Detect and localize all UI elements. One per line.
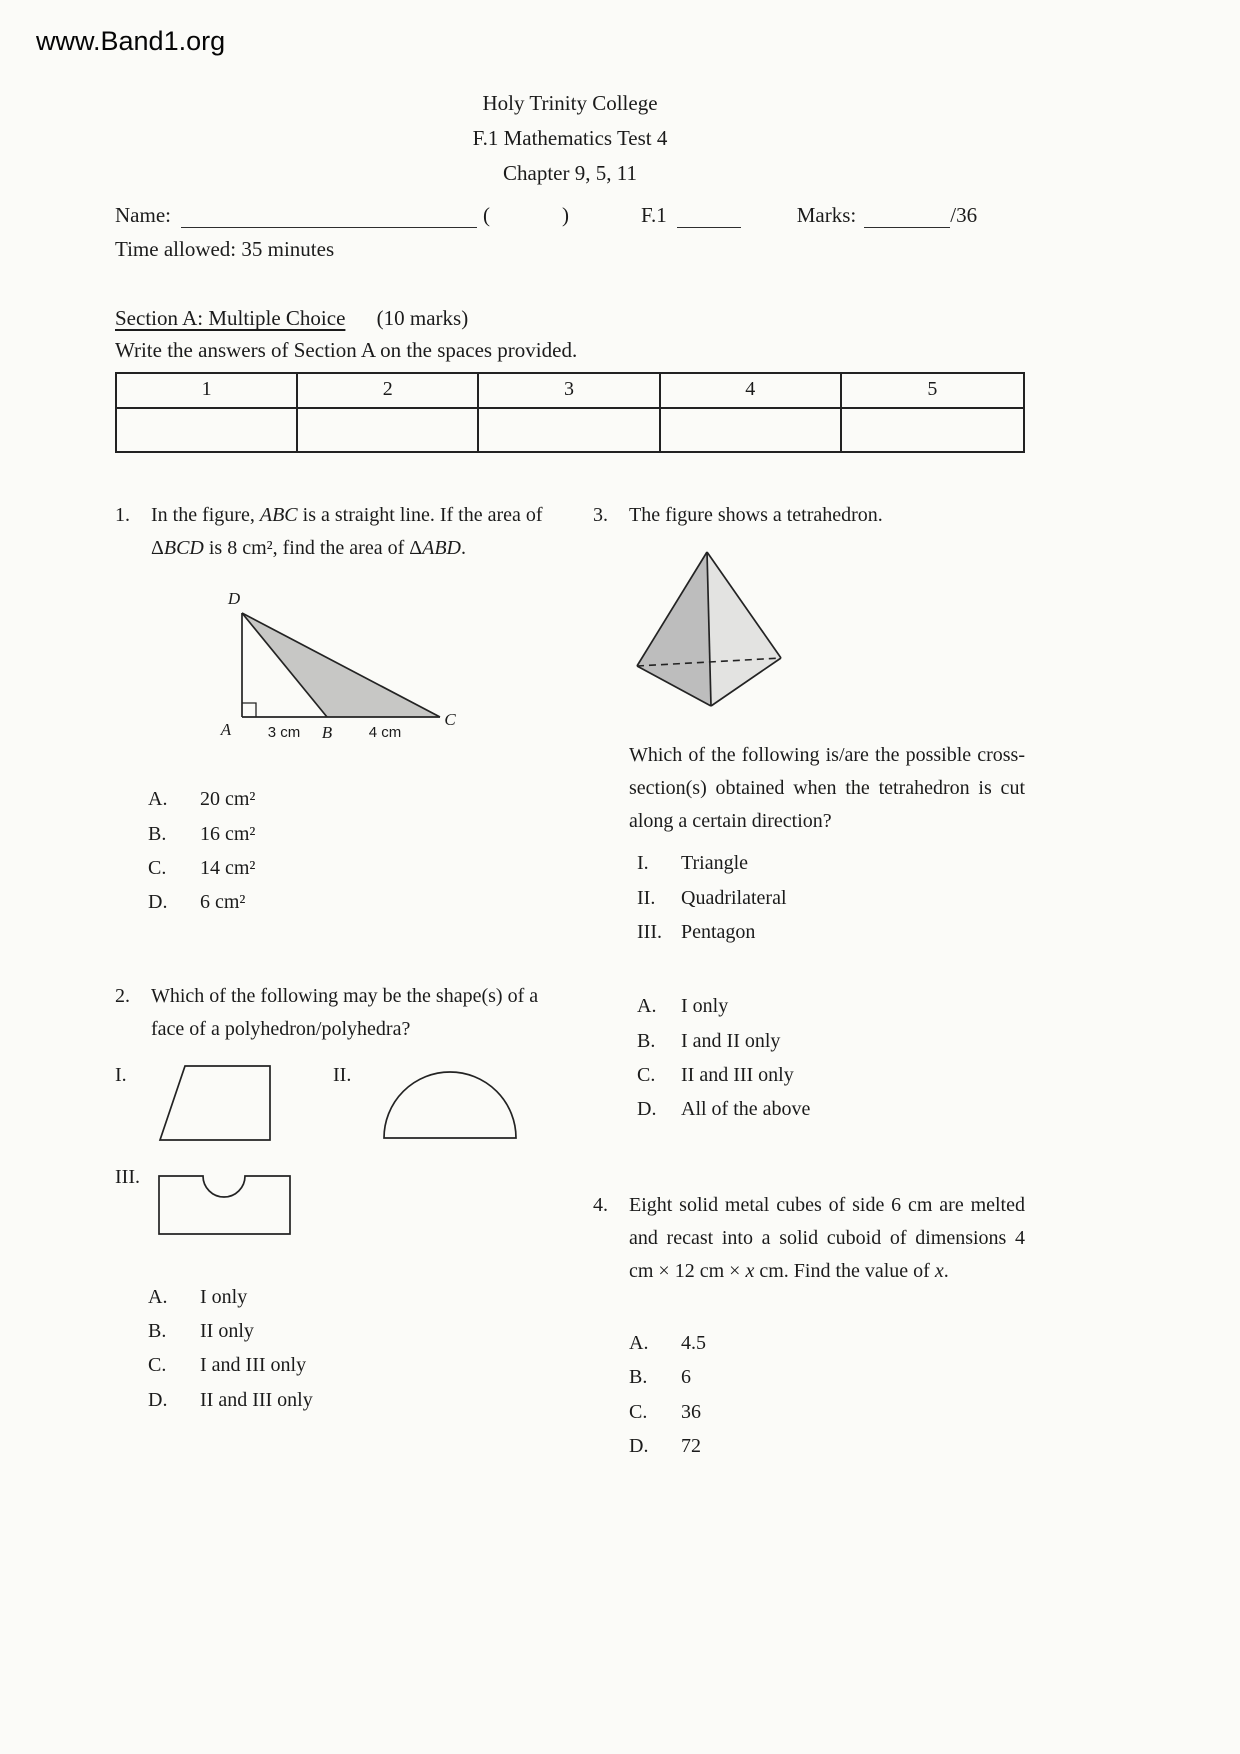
option-label: C.: [629, 1400, 648, 1423]
q3-item-i: [637, 846, 1025, 880]
tetrahedron-left-face: [637, 552, 711, 706]
text-run: In the figure,: [151, 504, 260, 527]
q1-figure-triangle: [200, 589, 555, 754]
shape-label-iii: III.: [115, 1165, 140, 1188]
option-label: D.: [629, 1435, 649, 1458]
section-a-marks: (10 marks): [376, 306, 469, 331]
q2-shapes-row-1: [115, 1062, 555, 1144]
question-3-number: 3.: [593, 504, 608, 527]
school-name: Holy Trinity College: [482, 91, 658, 115]
option-text: 4.5: [681, 1331, 706, 1354]
vertex-label-d: D: [227, 589, 241, 609]
q2-option-c: [148, 1348, 555, 1382]
q4-option-d: [629, 1429, 1025, 1463]
q3-roman-items: [637, 846, 1025, 949]
text-run: .: [943, 1259, 949, 1282]
text-run: cm. Find the value of: [754, 1259, 935, 1282]
q3-item-ii: [637, 881, 1025, 915]
question-1-text: [151, 499, 555, 565]
q3-option-b: [637, 1024, 1025, 1058]
q3-options: [637, 989, 1025, 1127]
option-label: C.: [148, 1354, 167, 1377]
math-italic: BCD: [163, 537, 204, 560]
section-a-instruction: Write the answers of Section A on the spaces provided.: [115, 338, 578, 363]
questions-columns: [115, 499, 1025, 1463]
q2-option-a: [148, 1280, 555, 1314]
option-text: 6: [681, 1366, 691, 1389]
question-3-text: Which of the following is/are the possible cross-section(s) obtained when the tetrahedron is cut along a certain direction?: [629, 744, 1025, 833]
question-4: [593, 1189, 1025, 1464]
q2-option-d: [148, 1383, 555, 1417]
right-column: [593, 499, 1025, 1463]
option-text: I and III only: [200, 1354, 307, 1377]
test-chapters: Chapter 9, 5, 11: [503, 161, 637, 185]
dimension-bc: 4 cm: [368, 724, 402, 742]
option-text: I only: [681, 995, 729, 1018]
question-1-number: 1.: [115, 504, 130, 527]
name-label: Name:: [115, 203, 171, 228]
shape-label-ii: II.: [333, 1063, 352, 1086]
option-text: 20 cm²: [200, 788, 256, 811]
math-italic: ABD: [422, 537, 461, 560]
option-text: 16 cm²: [200, 822, 256, 845]
right-angle-marker: [242, 703, 256, 717]
vertex-label-b: B: [321, 723, 333, 743]
q1-options: [148, 782, 555, 920]
option-label: D.: [148, 891, 168, 914]
time-allowed: Time allowed: 35 minutes: [115, 237, 335, 262]
form-class-label: F.1: [640, 203, 667, 228]
option-label: D.: [148, 1388, 168, 1411]
option-label: B.: [637, 1029, 656, 1052]
document-header: [115, 86, 1025, 191]
answer-table-blank-1: [117, 409, 298, 451]
answer-table: [115, 372, 1025, 453]
math-italic: x: [745, 1259, 755, 1282]
option-text: II and III only: [681, 1064, 794, 1087]
question-2-number: 2.: [115, 984, 130, 1007]
item-label: II.: [637, 886, 656, 909]
answer-table-header-3: 3: [479, 374, 660, 409]
notched-rectangle-shape: [157, 1164, 292, 1236]
question-4-number: 4.: [593, 1193, 608, 1216]
class-blank-line: [677, 203, 741, 228]
question-3-intro: The figure shows a tetrahedron.: [629, 504, 883, 527]
text-run: is a straight line. If the area of Δ: [151, 504, 543, 560]
q1-option-c: [148, 851, 555, 885]
option-label: A.: [637, 995, 657, 1018]
option-text: I and II only: [681, 1029, 781, 1052]
name-blank-line: [181, 203, 477, 228]
option-text: II and III only: [200, 1388, 313, 1411]
semicircle-shape: [380, 1062, 520, 1142]
q4-option-c: [629, 1395, 1025, 1429]
option-label: A.: [629, 1331, 649, 1354]
q3-figure-tetrahedron: [627, 546, 1025, 719]
q1-option-b: [148, 817, 555, 851]
left-column: [115, 499, 555, 1463]
q1-option-d: [148, 885, 555, 919]
q2-options: [148, 1280, 555, 1418]
item-text: Pentagon: [681, 920, 756, 943]
section-a-heading: [115, 306, 1025, 331]
item-text: Triangle: [681, 852, 749, 875]
answer-table-header-5: 5: [842, 374, 1023, 409]
q2-shapes-row-2: [115, 1164, 555, 1236]
vertex-label-c: C: [444, 710, 456, 730]
marks-blank-line: [864, 203, 950, 228]
option-label: B.: [148, 822, 167, 845]
question-2-text: Which of the following may be the shape(s) of a face of a polyhedron/polyhedra?: [151, 984, 539, 1040]
q4-options: [629, 1326, 1025, 1464]
tetrahedron-figure-svg: [627, 546, 797, 714]
class-number-paren-close: ): [561, 203, 569, 228]
option-text: 36: [681, 1400, 701, 1423]
answer-table-header-4: 4: [661, 374, 842, 409]
q3-option-c: [637, 1058, 1025, 1092]
answer-table-blank-3: [479, 409, 660, 451]
answer-table-header-2: 2: [298, 374, 479, 409]
q3-option-d: [637, 1092, 1025, 1126]
option-label: A.: [148, 788, 168, 811]
math-italic: x: [934, 1259, 944, 1282]
answer-table-blank-5: [842, 409, 1023, 451]
name-row: [115, 203, 1025, 228]
triangle-figure-svg: [200, 589, 490, 749]
site-watermark: www.Band1.org: [36, 26, 226, 56]
option-text: 14 cm²: [200, 856, 256, 879]
text-run: .: [461, 537, 466, 560]
item-label: I.: [637, 852, 649, 875]
option-label: B.: [148, 1320, 167, 1343]
option-label: B.: [629, 1366, 648, 1389]
option-text: 6 cm²: [200, 891, 246, 914]
option-text: All of the above: [681, 1098, 811, 1121]
class-number-paren-open: (: [482, 203, 490, 228]
trapezium-shape: [157, 1062, 275, 1144]
option-label: A.: [148, 1285, 168, 1308]
option-label: C.: [637, 1064, 656, 1087]
text-run: Eight solid metal cubes of side 6 cm are melted and recast into a solid cuboid of dimensions 4 cm × 12 cm ×: [629, 1193, 1025, 1282]
dimension-ab: 3 cm: [267, 724, 301, 742]
marks-label: Marks:: [796, 203, 857, 228]
page-content: [115, 0, 1025, 1463]
question-3: [593, 499, 1025, 1127]
q1-option-a: [148, 782, 555, 816]
text-run: is 8 cm², find the area of Δ: [203, 537, 423, 560]
math-italic: ABC: [259, 504, 298, 527]
option-text: 72: [681, 1435, 701, 1458]
marks-total: /36: [950, 203, 978, 228]
test-title: F.1 Mathematics Test 4: [472, 126, 668, 150]
question-2: [115, 980, 555, 1418]
q4-option-a: [629, 1326, 1025, 1360]
shape-label-i: I.: [115, 1063, 127, 1086]
item-text: Quadrilateral: [681, 886, 787, 909]
section-a-title: Section A: Multiple Choice: [115, 306, 346, 331]
option-label: D.: [637, 1098, 657, 1121]
answer-table-header-1: 1: [117, 374, 298, 409]
option-text: II only: [200, 1320, 254, 1343]
answer-table-blank-2: [298, 409, 479, 451]
q3-item-iii: [637, 915, 1025, 949]
vertex-label-a: A: [220, 720, 232, 740]
option-text: I only: [200, 1285, 248, 1308]
q4-option-b: [629, 1360, 1025, 1394]
q3-option-a: [637, 989, 1025, 1023]
option-label: C.: [148, 856, 167, 879]
question-4-text: [629, 1189, 1025, 1288]
answer-table-blank-4: [661, 409, 842, 451]
q2-option-b: [148, 1314, 555, 1348]
question-1: [115, 499, 555, 920]
item-label: III.: [637, 920, 662, 943]
